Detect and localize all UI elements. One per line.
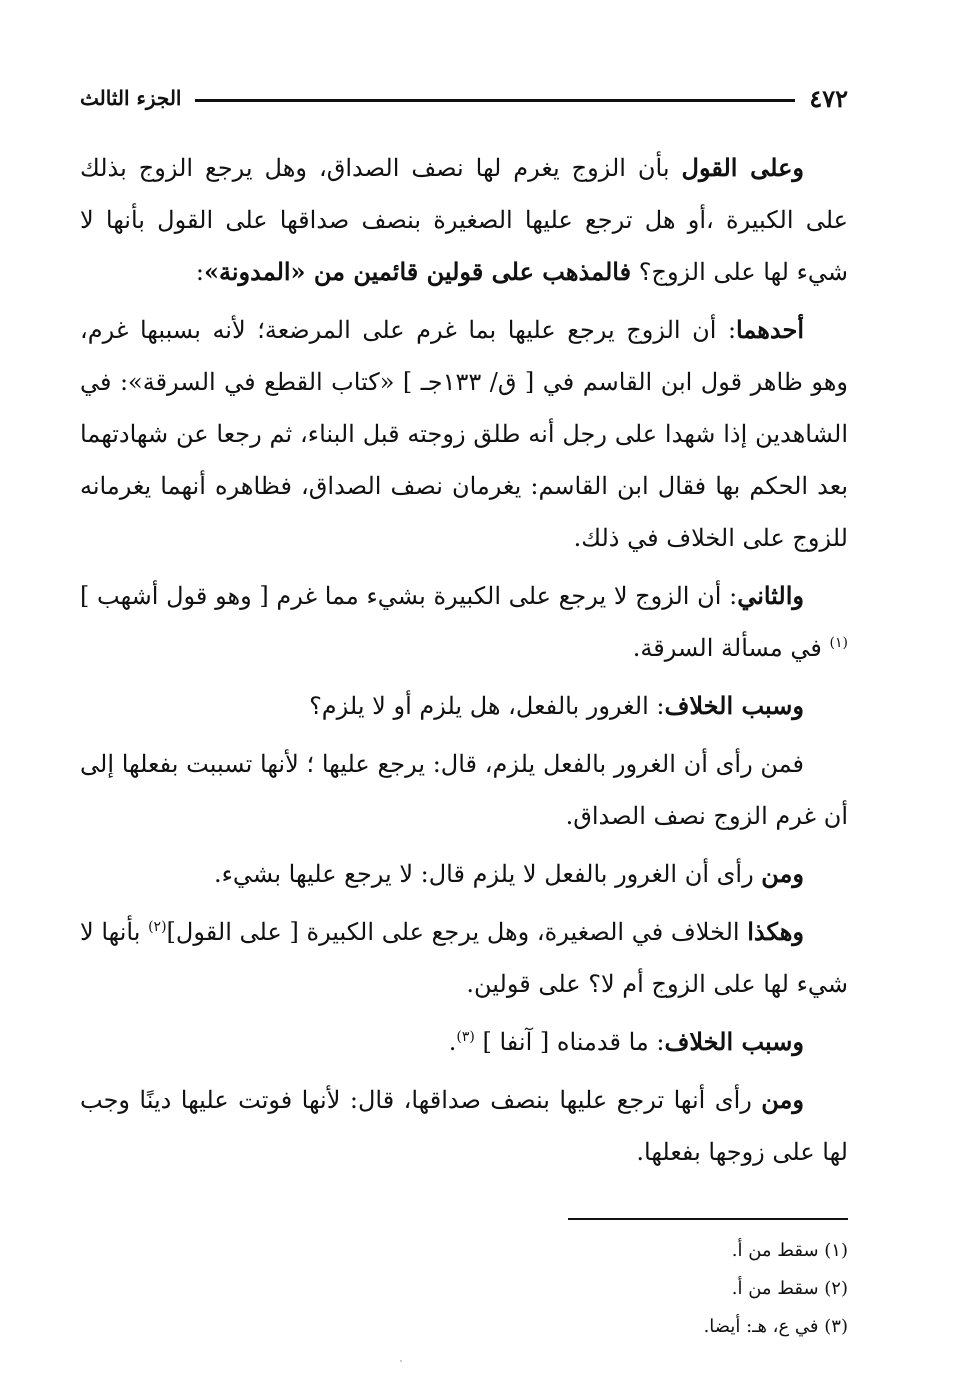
paragraph-7 (80, 906, 848, 1010)
main-text (80, 142, 848, 1178)
paragraph-text: الخلاف في الصغيرة، وهل يرجع على الكبيرة [ على القول] (166, 918, 748, 946)
paragraph-lead: وسبب الخلاف (664, 691, 804, 720)
paragraph-lead: وعلى القول (681, 153, 805, 182)
paragraph-lead: وسبب الخلاف (664, 1027, 804, 1056)
paragraph-tail: : (195, 258, 204, 286)
paragraph-lead: والثاني (737, 581, 804, 610)
footnote-separator (568, 1218, 848, 1220)
paragraph-text: فمن رأى أن الغرور بالفعل يلزم، قال: يرجع عليها ؛ لأنها تسببت بفعلها إلى أن غرم الزوج نصف الصداق. (80, 750, 848, 830)
paragraph-text: : الغرور بالفعل، هل يلزم أو لا يلزم؟ (309, 692, 665, 720)
paragraph-lead: أحدهما (736, 315, 804, 344)
paragraph-4 (80, 680, 848, 732)
header-rule (195, 99, 795, 102)
footnotes (80, 1232, 848, 1346)
paragraph-5 (80, 738, 848, 842)
paragraph-text: رأى أنها ترجع عليها بنصف صداقها، قال: لأنها فوتت عليها دينًا وجب لها على زوجها بفعلها. (80, 1086, 848, 1166)
footnote-marker: (١) (829, 635, 848, 651)
paragraph-3 (80, 570, 848, 674)
paragraph-tail: في مسألة السرقة. (632, 634, 830, 662)
paragraph-text: رأى أن الغرور بالفعل لا يلزم قال: لا يرجع عليها بشيء. (214, 860, 762, 888)
paragraph-6 (80, 848, 848, 900)
volume-title: الجزء الثالث (80, 86, 182, 110)
paragraph-tail: بأنها لا شيء لها على الزوج أم لا؟ على قولين. (80, 918, 848, 998)
paragraph-text: : ما قدمناه [ آنفا ] (474, 1028, 665, 1056)
running-head (80, 78, 848, 118)
book-page (80, 78, 848, 1346)
footnote-marker: (٣) (456, 1029, 475, 1045)
footnote-3: (٣) في ع، هـ: أيضا. (703, 1316, 848, 1337)
paragraph-text: : أن الزوج يرجع عليها بما غرم على المرضعة؛ لأنه بسببها غرم، وهو ظاهر قول ابن القاسم في [ ق/ ١٣٣جـ ] «كتاب القطع في السرقة»: في الشاهدين إذا شهدا على رجل أنه طلق زوجته قبل البناء، ثم رجعا عن شهادتهما بعد الحكم بها فقال ابن القاسم: يغرمان نصف الصداق، فظاهره أنهما يغرمانه للزوج على الخلاف في ذلك. (80, 316, 849, 552)
paragraph-text: : أن الزوج لا يرجع على الكبيرة بشيء مما غرم [ وهو قول أشهب ] (80, 582, 738, 610)
paragraph-2 (80, 304, 848, 564)
paragraph-8 (80, 1016, 848, 1068)
paragraph-lead: وهكذا (747, 917, 805, 946)
paragraph-9 (80, 1074, 848, 1178)
paragraph-lead: ومن (761, 859, 804, 888)
paragraph-bold-phrase: فالمذهب على قولين قائمين من «المدونة» (203, 257, 632, 286)
footnote-marker: (٢) (148, 919, 167, 935)
paragraph-1 (80, 142, 848, 298)
footnote-2: (٢) سقط من أ. (731, 1278, 848, 1299)
paragraph-lead: ومن (761, 1085, 804, 1114)
footnote-1: (١) سقط من أ. (731, 1240, 848, 1261)
scan-speck (400, 1360, 402, 1362)
page-number: ٤٧٢ (809, 83, 848, 113)
paragraph-text: بأن الزوج يغرم لها نصف الصداق، وهل يرجع الزوج بذلك على الكبيرة ،أو هل ترجع عليها الصغيرة بنصف صداقها على القول بأنها لا شيء لها على الزوج؟ (80, 154, 848, 286)
paragraph-tail: . (448, 1028, 457, 1056)
